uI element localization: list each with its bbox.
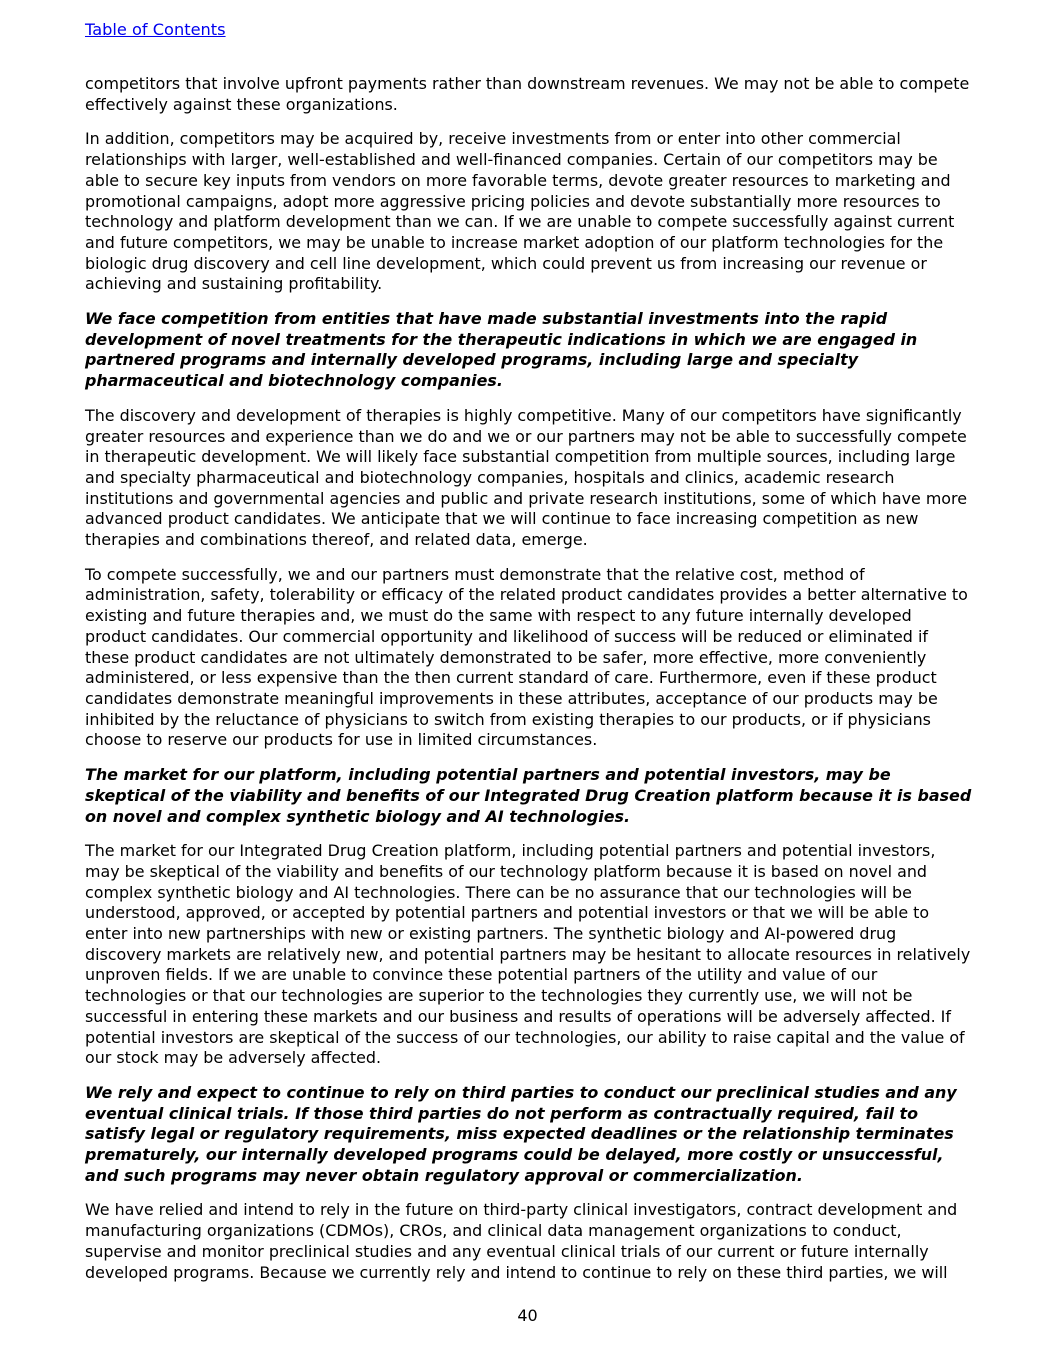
risk-heading-third-parties: We rely and expect to continue to rely on third parties to conduct our preclinical studies and any eventual clinical trials. If those third parties do not perform as contractually required, fail to satisfy legal or regulatory requirements, miss expected deadlines or the relationship terminates prematurely, our internally developed programs could be delayed, more costly or unsuccessful, and such programs may never obtain regulatory approval or commercialization. [85,1082,957,1185]
paragraph-market-skeptical: The market for our Integrated Drug Creation platform, including potential partners and potential investors, may be skeptical of the viability and benefits of our technology platform because it is based on novel and complex synthetic biology and AI technologies. There can be no assurance that our technologies will be understood, approved, or accepted by potential partners and potential investors or that we will be able to enter into new partnerships with new or existing partners. The synthetic biology and AI-powered drug discovery markets are relatively new, and potential partners may be hesitant to allocate resources in relatively unproven fields. If we are unable to convince these potential partners of the utility and value of our technologies or that our technologies are superior to the technologies they currently use, we will not be successful in entering these markets and our business and results of operations will be adversely affected. If potential investors are skeptical of the success of our technologies, our ability to raise capital and the value of our stock may be adversely affected. [85,841,971,1068]
risk-heading-market-skeptical: The market for our platform, including potential partners and potential investors, may be skeptical of the viability and benefits of our Integrated Drug Creation platform because it is based on novel and complex synthetic biology and AI technologies. [85,765,972,826]
paragraph-compete-successfully: To compete successfully, we and our partners must demonstrate that the relative cost, method of administration, safety, tolerability or efficacy of the related product candidates provides a better alternative to existing and future therapies and, we must do the same with respect to any future internally developed product candidates. Our commercial opportunity and likelihood of success will be reduced or eliminated if these product candidates are not ultimately demonstrated to be safer, more effective, more conveniently administered, or less expensive than the then current standard of care. Furthermore, even if these product candidates demonstrate meaningful improvements in these attributes, acceptance of our products may be inhibited by the reluctance of physicians to switch from existing therapies to our products, or if physicians choose to reserve our products for use in limited circumstances. [85,564,968,750]
risk-heading-competition: We face competition from entities that have made substantial investments into the rapid development of novel treatments for the therapeutic indications in which we are engaged in partnered programs and internally developed programs, including large and specialty pharmaceutical and biotechnology companies. [85,309,918,391]
document-page [85,20,973,1297]
paragraph-third-party-reliance: We have relied and intend to rely in the future on third-party clinical investigators, contract development and manufacturing organizations (CDMOs), CROs, and clinical data management organizations to conduct, supervise and monitor preclinical studies and any eventual clinical trials of our current or future internally developed programs. Because we currently rely and intend to continue to rely on these third parties, we will [85,1200,958,1282]
table-of-contents-link[interactable]: Table of Contents [85,20,226,39]
paragraph-competitors-acquired: In addition, competitors may be acquired by, receive investments from or enter into other commercial relationships with larger, well-established and well-financed companies. Certain of our competitors may be able to secure key inputs from vendors on more favorable terms, devote greater resources to marketing and promotional campaigns, adopt more aggressive pricing policies and devote substantially more resources to technology and platform development than we can. If we are unable to compete successfully against current and future competitors, we may be unable to increase market adoption of our platform technologies for the biologic drug discovery and cell line development, which could prevent us from increasing our revenue or achieving and sustaining profitability. [85,129,955,294]
paragraph-competitors-upfront: competitors that involve upfront payments rather than downstream revenues. We may not be able to compete effectively against these organizations. [85,74,970,114]
paragraph-discovery-competitive: The discovery and development of therapies is highly competitive. Many of our competitors have significantly greater resources and experience than we do and we or our partners may not be able to successfully compete in therapeutic development. We will likely face substantial competition from multiple sources, including large and specialty pharmaceutical and biotechnology companies, hospitals and clinics, academic research institutions and governmental agencies and public and private research institutions, some of which have more advanced product candidates. We anticipate that we will continue to face increasing competition as new therapies and combinations thereof, and related data, emerge. [85,405,967,550]
page-number: 40 [517,1306,538,1325]
